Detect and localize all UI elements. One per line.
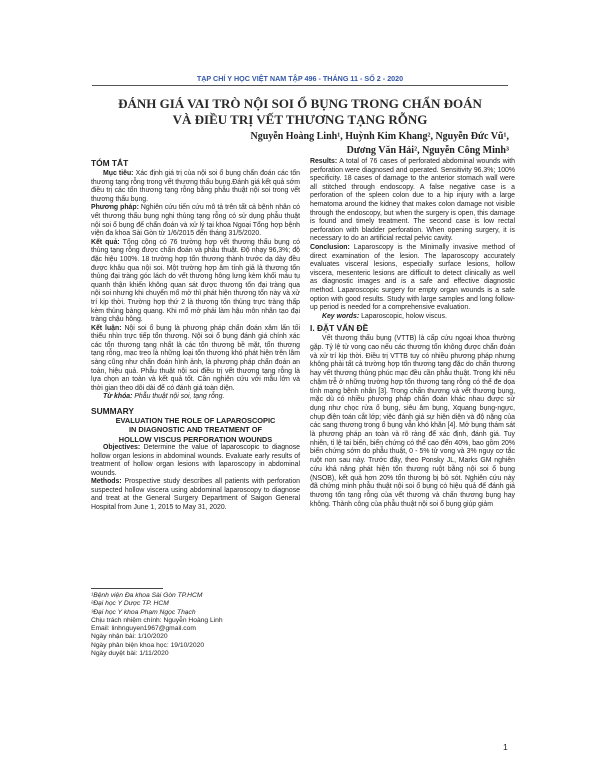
keywords-en-text: Laparoscopic, holow viscus. [359,312,447,320]
objectives-en-paragraph [91,444,300,478]
results-label: Kết quả: [91,238,120,246]
objective-paragraph [91,170,300,204]
authors-line-1: Nguyễn Hoàng Linh¹, Huỳnh Kim Khang², Nguyễn Đức Vũ¹, [250,131,509,142]
journal-header: TẠP CHÍ Y HỌC VIỆT NAM TẬP 496 - THÁNG 11 - SỐ 2 - 2020 [196,74,404,83]
summary-vi-heading: TÓM TẮT [91,158,129,168]
header-rule [92,85,508,86]
conclusion-text: Nội soi ổ bụng là phương pháp chẩn đoán xâm lấn tối thiểu nhìn trực tiếp tổn thương. Nội soi ổ bụng đánh giá chính xác các tổn thương tạng nhất là các tổn thương bề mặt, tổn thương tạng rỗng, mạc treo là những loại tổn thương khó phát hiện trên lâm sàng cũng như chẩn đoán hình ảnh, là phương pháp chẩn đoán an toàn, hiệu quả. Phẫu thuật nội soi điều trị vết thương tạng rỗng là lựa chọn an toàn và kết quả tốt. Cần nghiên cứu với mẫu lớn và thời gian theo dõi dài để có đánh giá toàn diện. [91,324,301,392]
affiliation-1: ¹Bệnh viện Đa khoa Sài Gòn TP.HCM [91,592,203,599]
left-column [91,158,300,513]
summary-en-heading: SUMMARY [91,406,134,417]
keywords-en-paragraph [310,313,515,322]
section-1-paragraph: Vết thương thấu bụng (VTTB) là cấp cứu ngoại khoa thường gặp. Tỷ lệ tử vong cao nếu các thương tổn không được chẩn đoán và xử trí kịp thời. Điều trị VTTB tuy có nhiều phương pháp nhưng không phải tất cả trường hợp tổn thương tạng đặc do chấn thương hay vết thương thủng phúc mạc đều cần phẫu thuật. Trong khi nếu chậm trễ ở những trường hợp tổn thương tạng rỗng có thể đe dọa tính mạng bệnh nhân [3]. Trong chấn thương và vết thương bụng, mặc dù có nhiều phương pháp chẩn đoán khác nhau được sử dụng như chọc rửa ổ bụng, siêu âm bụng, Xquang bụng-ngực, chụp điện toán cắt lớp; việc đánh giá sự hiện diện và độ nặng của các sang thương trong ổ bụng vẫn khó khăn [4]. Mở bụng thám sát là phương pháp an toàn và rõ ràng để xác định, đánh giá. Tuy nhiên, tỉ lệ tai biến, biến chứng có thể cao đến 40%, bao gồm 20% biến chứng sớm do phẫu thuật, 0 - 5% tử vong và 3% nguy cơ tắc ruột non sau này. Trước đây, theo Ponsky JL, Marks GM nghiên cứu khả năng phát hiện tổn thương ruột bằng nội soi ổ bụng (NSOB), kết quả hơn 20% tổn thương bị bỏ sót. Nghiên cứu này đã chứng minh phẫu thuật nội soi ổ bụng có hiệu quả để đánh giá thương tổn tạng rỗng của vết thương và chấn thương bụng hay không. Thành công của phẫu thuật nội soi ổ bụng giúp giảm [310,335,515,508]
section-1-heading: I. ĐẶT VẤN ĐỀ [310,323,369,334]
methods-en-label: Methods: [91,478,122,486]
conclusion-label: Kết luận: [91,324,122,332]
article-title [60,96,540,128]
conclusion-paragraph [91,325,300,394]
methods-label: Phương pháp: [91,204,139,212]
methods-text: Nghiên cứu tiến cứu mô tả trên tất cả bệnh nhân có vết thương thấu bụng nghi thủng tạng rỗng có sử dụng phẫu thuật nội soi ổ bụng để chẩn đoán và xử lý tại khoa Ngoại Tổng hợp bệnh viện đa khoa Sài Gòn từ 1/6/2015 đến tháng 31/5/2020. [91,204,300,238]
keywords-vi-label: Từ khóa: [103,393,133,401]
keywords-vi-paragraph [91,393,300,402]
received-date: Ngày nhận bài: 1/10/2020 [91,633,168,641]
footnote-rule [91,588,163,589]
page-number: 1 [503,742,508,752]
methods-en-continued [310,158,515,244]
results-text: Tổng cộng có 76 trường hợp vết thương thấu bụng có thủng tạng rỗng được chẩn đoán và phẫu thuật. Độ nhạy 96,3%; độ đặc hiệu 100%. 18 trường hợp tổn thương thành trước dạ dày đều được khâu qua nội soi. Một trường hợp âm tính giả là thương tổn thủng đại tràng góc lách do vết thương hông lưng kèm khối máu tụ quanh thận khiến không quan sát được thương tổn đại tràng qua nội soi nhưng khi chuyển mổ mở thì phát hiện thương tổn này và xử trí kịp thời. Trường hợp thứ 2 là thương tổn thủng trực tràng thấp kèm thủng bàng quang. Khi mổ mở phải làm hậu môn nhân tạo đại tràng chậu hông. [91,238,300,324]
methods-paragraph [91,204,300,238]
title-line-1: ĐÁNH GIÁ VAI TRÒ NỘI SOI Ổ BỤNG TRONG CHẨN ĐOÁN [118,96,482,111]
title-line-2: VÀ ĐIỀU TRỊ VẾT THƯƠNG TẠNG RỖNG [172,112,428,127]
english-title-line-3: HOLLOW VISCUS PERFORATION WOUNDS [118,434,273,444]
author-list [89,130,509,158]
responsible-author: Chịu trách nhiệm chính: Nguyễn Hoàng Linh [91,616,223,624]
accepted-date: Ngày duyệt bài: 1/11/2020 [91,650,169,658]
objectives-en-text: Determine the value of laparoscopic to diagnose hollow organ lesions in abdominal wounds. Evaluate early results of treatment of hollow organ lesions with laparoscopy in abdominal wounds. [91,443,300,477]
results-en-label: Results: [310,158,338,165]
objective-text: Xác định giá trị của nội soi ổ bụng chẩn đoán các tổn thương tạng rỗng trong vết thương thấu bụng.Đánh giá kết quả sớm điều trị các tổn thương tạng rỗng bằng phẫu thuật nội soi trong vết thương thấu bụng. [91,170,300,203]
authors-line-2: Dương Văn Hải², Nguyễn Công Minh³ [346,145,509,156]
footnotes [91,588,300,658]
methods-en-paragraph [91,478,300,512]
results-en-text: A total of 76 cases of perforated abdominal wounds with perforation were diagnosed and operated. Sensitivity 96.3%; 100% specificity. 18 cases of damage to the anterior stomach wall were all stitched through endoscopy. A false negative case is a perforation of the spleen colon due to a hip injury with a large hematoma around the kidney that makes colon damage not visible through the endoscopy, but when the surgery is open, this damage is found and timely treatment. The second case is low rectal perforation with bladder perforation. When opening surgery, it is necessary to do an artificial rectal pelvic cavity. [310,158,515,243]
affiliation-2: ²Đại học Y Dược TP. HCM [91,600,169,608]
conclusion-en-text: Laparoscopy is the Minimally invasive method of direct examination of the lesion. The laparoscopy accurately evaluates visceral lesions, especially surface lesions, hollow viscera, mesenteric lesions are difficult to detect clinically as well as diagnostic images and is a safe and effective diagnostic method. Laparoscopic surgery for empty organ wounds is a safe option with good results. Study with large samples and long follow-up period is needed for a comprehensive evaluation. [310,243,515,312]
english-title-line-1: EVALUATION THE ROLE OF LAPAROSCOPIC [115,416,276,426]
keywords-en-label: Key words: [322,312,360,320]
objective-label: Mục tiêu: [103,170,134,177]
review-date: Ngày phản biện khoa học: 19/10/2020 [91,641,205,649]
conclusion-en-label: Conclusion: [310,243,350,251]
results-paragraph [91,239,300,325]
methods-en-text: Prospective study describes all patients with perforation suspected hollow viscera using abdominal laparoscopy to diagnose and treat at the General Surgery Department of Saigon General Hospital from June 1, 2015 to May 31, 2020. [91,478,300,512]
keywords-vi-text: Phẫu thuật nội soi, tạng rỗng. [132,393,225,401]
conclusion-en-paragraph [310,244,515,313]
author-email: Email: linhnguyen1967@gmail.com [91,625,196,633]
objectives-en-label: Objectives: [103,443,141,451]
english-title-line-2: IN DIAGNOSTIC AND TREATMENT OF [128,425,263,435]
right-column [310,158,515,509]
affiliation-3: ³Đại học Y khoa Phạm Ngọc Thạch [91,608,196,616]
